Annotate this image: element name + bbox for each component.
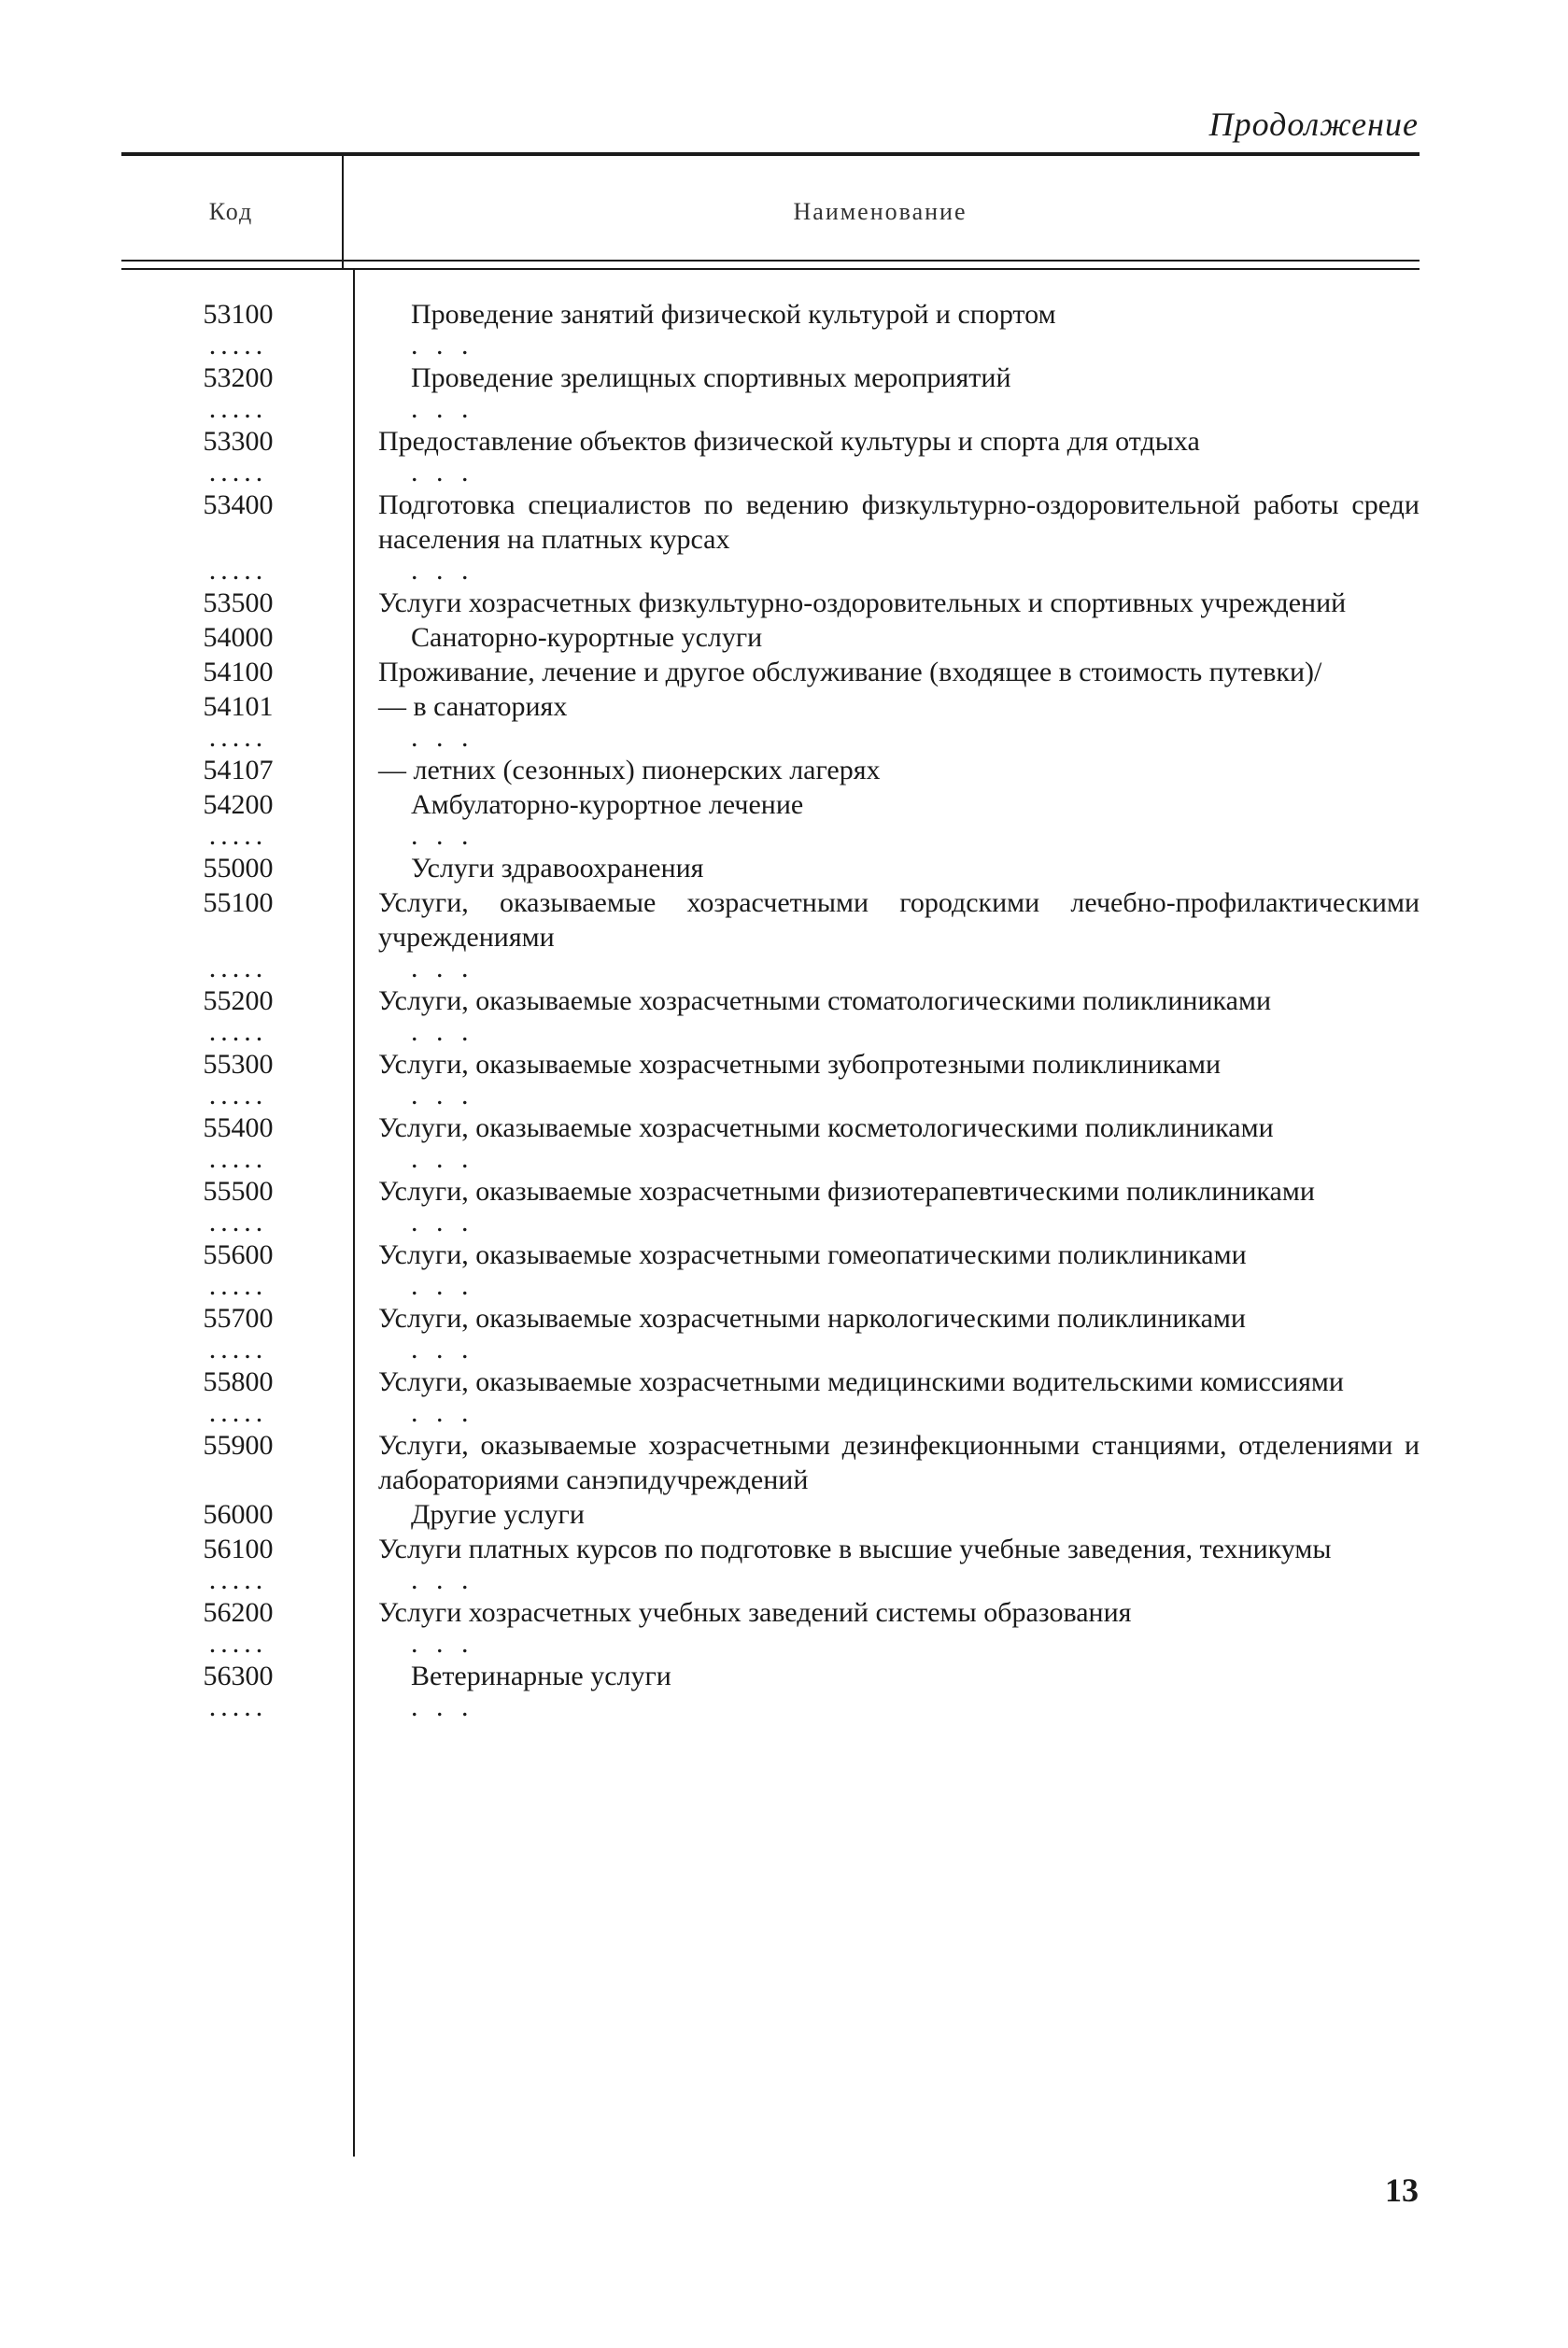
row-code: 54000 — [203, 622, 274, 653]
row-name: Услуги, оказываемые хозрасчетными медицинскими водительскими комиссиями — [378, 1366, 1344, 1397]
table-row — [121, 1365, 1420, 1399]
row-name: Услуги здравоохранения — [411, 853, 704, 884]
ellipsis-row — [121, 1209, 1420, 1238]
ellipsis-name: . . . — [411, 1628, 474, 1659]
table-row — [121, 620, 1420, 655]
ellipsis-code: ..... — [208, 1334, 268, 1365]
row-name: Проживание, лечение и другое обслуживание (входящее в стоимость путевки)/ — [378, 657, 1322, 687]
row-code: 54107 — [203, 755, 274, 785]
row-name: Амбулаторно-курортное лечение — [411, 789, 804, 820]
ellipsis-name: . . . — [411, 555, 474, 586]
ellipsis-row — [121, 1566, 1420, 1595]
row-name: — летних (сезонных) пионерских лагерях — [378, 755, 881, 785]
row-name: Проведение зрелищных спортивных мероприятий — [411, 362, 1011, 393]
header-rule-double — [121, 268, 1420, 270]
row-code: 55500 — [203, 1176, 274, 1207]
ellipsis-name: . . . — [411, 1143, 474, 1174]
row-name: Услуги, оказываемые хозрасчетными гомеопатическими поликлиниками — [378, 1239, 1247, 1270]
row-code: 54101 — [203, 691, 274, 722]
row-name: Услуги, оказываемые хозрасчетными физиотерапевтическими поликлиниками — [378, 1176, 1315, 1207]
ellipsis-name: . . . — [411, 330, 474, 361]
ellipsis-code: ..... — [208, 722, 268, 753]
table-row — [121, 1047, 1420, 1082]
ellipsis-name: . . . — [411, 1334, 474, 1365]
row-name: Другие услуги — [411, 1499, 585, 1530]
row-name: Ветеринарные услуги — [411, 1661, 671, 1691]
ellipsis-name: . . . — [411, 953, 474, 983]
table-row — [121, 1428, 1420, 1497]
row-name: Услуги, оказываемые хозрасчетными стоматологическими поликлиниками — [378, 985, 1272, 1016]
row-name: Услуги, оказываемые хозрасчетными наркологическими поликлиниками — [378, 1303, 1246, 1334]
row-code: 56000 — [203, 1499, 274, 1530]
ellipsis-code: ..... — [208, 1016, 268, 1047]
ellipsis-row — [121, 955, 1420, 983]
table-row — [121, 488, 1420, 557]
ellipsis-row — [121, 724, 1420, 753]
row-code: 55400 — [203, 1112, 274, 1143]
ellipsis-row — [121, 822, 1420, 851]
ellipsis-code: ..... — [208, 1691, 268, 1722]
ellipsis-code: ..... — [208, 555, 268, 586]
row-name: Услуги хозрасчетных физкультурно-оздоровительных и спортивных учреждений — [378, 587, 1347, 618]
ellipsis-name: . . . — [411, 457, 474, 488]
row-name: Санаторно-курортные услуги — [411, 622, 763, 653]
ellipsis-code: ..... — [208, 457, 268, 488]
ellipsis-code: ..... — [208, 1628, 268, 1659]
ellipsis-code: ..... — [208, 1143, 268, 1174]
row-code: 55800 — [203, 1366, 274, 1397]
table-row — [121, 361, 1420, 395]
classifier-table — [121, 297, 1420, 1722]
table-row — [121, 753, 1420, 787]
row-code: 53500 — [203, 587, 274, 618]
row-name: Услуги, оказываемые хозрасчетными дезинфекционными станциями, отделениями и лабораториями санэпидучреждений — [378, 1430, 1420, 1495]
table-row — [121, 1301, 1420, 1336]
table-row — [121, 787, 1420, 822]
row-name: Предоставление объектов физической культуры и спорта для отдыха — [378, 426, 1200, 457]
row-name: Услуги, оказываемые хозрасчетными косметологическими поликлиниками — [378, 1112, 1274, 1143]
ellipsis-name: . . . — [411, 1564, 474, 1595]
ellipsis-row — [121, 1336, 1420, 1365]
header-rule — [121, 260, 1420, 262]
table-row — [121, 1110, 1420, 1145]
table-row — [121, 851, 1420, 885]
row-code: 55700 — [203, 1303, 274, 1334]
ellipsis-row — [121, 557, 1420, 586]
row-code: 55200 — [203, 985, 274, 1016]
column-header-code: Код — [208, 198, 254, 225]
ellipsis-name: . . . — [411, 1080, 474, 1110]
ellipsis-row — [121, 332, 1420, 361]
ellipsis-row — [121, 1399, 1420, 1428]
table-row — [121, 1497, 1420, 1532]
ellipsis-row — [121, 1145, 1420, 1174]
row-name: Проведение занятий физической культурой и спортом — [411, 299, 1056, 330]
ellipsis-name: . . . — [411, 1397, 474, 1428]
ellipsis-row — [121, 1272, 1420, 1301]
ellipsis-code: ..... — [208, 1270, 268, 1301]
table-row — [121, 1659, 1420, 1693]
ellipsis-code: ..... — [208, 820, 268, 851]
ellipsis-code: ..... — [208, 330, 268, 361]
ellipsis-name: . . . — [411, 1691, 474, 1722]
table-row — [121, 1174, 1420, 1209]
ellipsis-name: . . . — [411, 1270, 474, 1301]
ellipsis-name: . . . — [411, 722, 474, 753]
table-row — [121, 655, 1420, 689]
ellipsis-code: ..... — [208, 953, 268, 983]
row-code: 54200 — [203, 789, 274, 820]
row-name: Подготовка специалистов по ведению физкультурно-оздоровительной работы среди населения на платных курсах — [378, 489, 1420, 555]
column-header-name: Наименование — [793, 198, 968, 225]
table-row — [121, 689, 1420, 724]
ellipsis-code: ..... — [208, 1080, 268, 1110]
ellipsis-row — [121, 459, 1420, 488]
ellipsis-row — [121, 1082, 1420, 1110]
row-name: Услуги, оказываемые хозрасчетными городскими лечебно-профилактическими учреждениями — [378, 887, 1420, 953]
row-name: Услуги, оказываемые хозрасчетными зубопротезными поликлиниками — [378, 1049, 1222, 1080]
row-code: 53200 — [203, 362, 274, 393]
table-row — [121, 586, 1420, 620]
ellipsis-name: . . . — [411, 393, 474, 424]
row-code: 56300 — [203, 1661, 274, 1691]
ellipsis-row — [121, 1693, 1420, 1722]
header-column-divider — [342, 156, 344, 269]
row-code: 55300 — [203, 1049, 274, 1080]
table-row — [121, 297, 1420, 332]
ellipsis-code: ..... — [208, 393, 268, 424]
row-code: 53400 — [203, 489, 274, 520]
ellipsis-row — [121, 1018, 1420, 1047]
table-row — [121, 424, 1420, 459]
ellipsis-name: . . . — [411, 1207, 474, 1238]
ellipsis-code: ..... — [208, 1397, 268, 1428]
ellipsis-row — [121, 1630, 1420, 1659]
row-code: 56100 — [203, 1534, 274, 1564]
row-name: — в санаториях — [378, 691, 568, 722]
continued-label: Продолжение — [1208, 106, 1419, 143]
row-code: 55000 — [203, 853, 274, 884]
table-row — [121, 1532, 1420, 1566]
table-row — [121, 1238, 1420, 1272]
page-number: 13 — [1385, 2171, 1419, 2209]
ellipsis-name: . . . — [411, 820, 474, 851]
table-row — [121, 983, 1420, 1018]
ellipsis-row — [121, 395, 1420, 424]
row-code: 56200 — [203, 1597, 274, 1628]
row-code: 55600 — [203, 1239, 274, 1270]
row-code: 55100 — [203, 887, 274, 918]
row-name: Услуги платных курсов по подготовке в высшие учебные заведения, техникумы — [378, 1534, 1332, 1564]
row-code: 54100 — [203, 657, 274, 687]
ellipsis-code: ..... — [208, 1564, 268, 1595]
ellipsis-name: . . . — [411, 1016, 474, 1047]
table-row — [121, 1595, 1420, 1630]
table-row — [121, 885, 1420, 955]
row-name: Услуги хозрасчетных учебных заведений системы образования — [378, 1597, 1132, 1628]
ellipsis-code: ..... — [208, 1207, 268, 1238]
row-code: 53100 — [203, 299, 274, 330]
row-code: 55900 — [203, 1430, 274, 1461]
row-code: 53300 — [203, 426, 274, 457]
top-rule — [121, 152, 1420, 156]
